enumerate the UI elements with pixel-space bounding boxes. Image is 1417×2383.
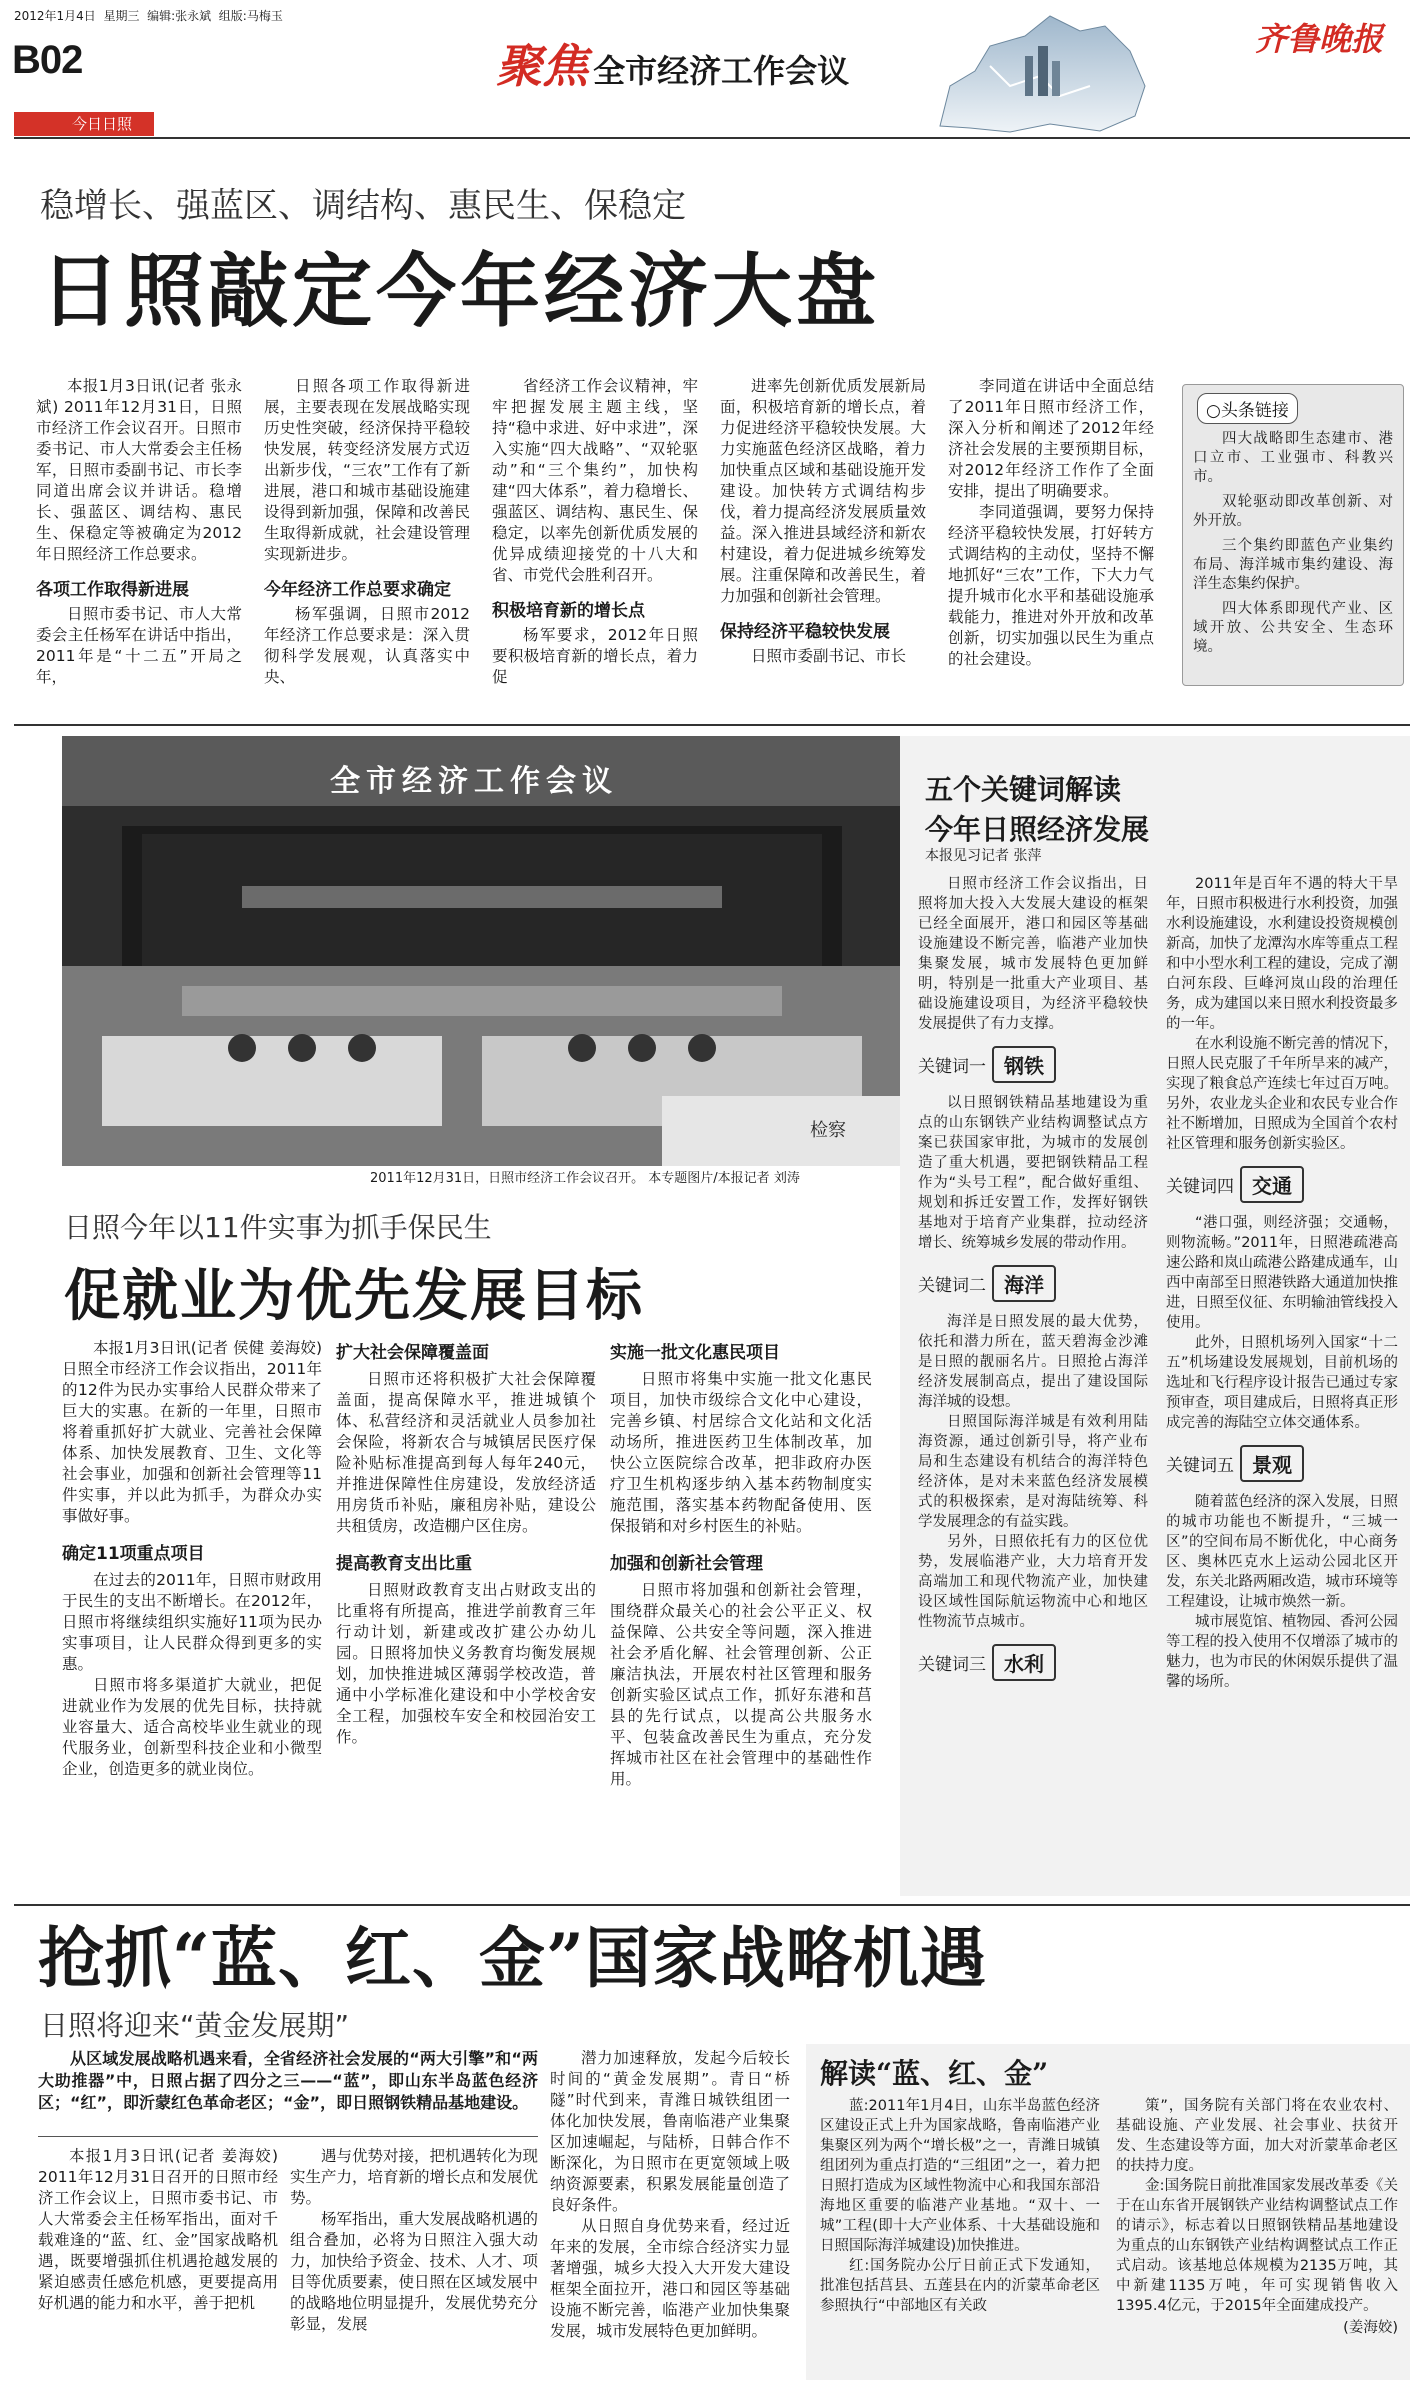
keyword-3-text: 2011年是百年不遇的特大干旱年，日照市积极进行水利投资，加强水利设施建设，水利建设投资规模创新高，加快了龙潭沟水库等重点工程和中小型水利工程的建设，完成了潮白河东段、巨峰河岚山段的治理任务，成为建国以来日照水利投资最多的一年。 bbox=[1166, 876, 1398, 1032]
section-label: 今日日照 bbox=[14, 112, 154, 136]
keyword-1-label: 关键词一 bbox=[918, 1057, 986, 1077]
keywords-byline: 本报见习记者 张萍 bbox=[925, 848, 1042, 864]
blue-headline: 抢抓“蓝、红、金”国家战略机遇 bbox=[38, 1919, 987, 1997]
blue-col5-text: 策”，国务院有关部门将在农业农村、基础设施、产业发展、社会事业、扶贫开发、生态建设等方面，加大对沂蒙革命老区的扶持力度。 bbox=[1116, 2098, 1398, 2174]
lead-col-4 bbox=[720, 376, 926, 714]
photo-caption: 2011年12月31日，日照市经济工作会议召开。 本专题图片/本报记者 刘涛 bbox=[370, 1171, 800, 1186]
jobs-col1c-text: 日照市将多渠道扩大就业，把促进就业作为发展的优先目标，扶持就业容量大、适合高校毕业生就业的现代服务业，创新型科技企业和小微型企业，创造更多的就业岗位。 bbox=[62, 1676, 322, 1778]
lead-col1-sub: 各项工作取得新进展 bbox=[36, 580, 189, 600]
blue-col-4 bbox=[820, 2096, 1100, 2378]
keyword-4-label: 关键词四 bbox=[1166, 1177, 1234, 1197]
keyword-2-term: 海洋 bbox=[992, 1265, 1056, 1302]
lead-headline: 日照敲定今年经济大盘 bbox=[40, 244, 880, 338]
keyword-3-label: 关键词三 bbox=[918, 1655, 986, 1675]
map-graphic bbox=[930, 6, 1160, 136]
keyword-1 bbox=[918, 1046, 1148, 1083]
circle-icon: ○ bbox=[1206, 401, 1221, 421]
keyword-5-term: 景观 bbox=[1240, 1445, 1304, 1482]
jobs-col1-text: 本报1月3日讯(记者 侯健 姜海姣)日照全市经济工作会议指出，2011年的12件为民办实事给人民群众带来了巨大的实惠。在新的一年里，日照市将着重抓好扩大就业、完善社会保障体系、加快发展教育、卫生、文化等社会事业，加强和创新社会管理等11件实事，并以此为抓手，为群众办实事做好事。 bbox=[62, 1339, 322, 1525]
keyword-1-term: 钢铁 bbox=[992, 1046, 1056, 1083]
header-weekday: 星期三 bbox=[103, 9, 140, 23]
lead-col3b-text: 杨军要求，2012年日照要积极培育新的增长点，着力促 bbox=[492, 626, 698, 686]
keyword-3-text-2: 在水利设施不断完善的情况下，日照人民克服了千年所旱来的减产，实现了粮食总产连续七年过百万吨。另外，农业龙头企业和农民专业合作社不断增加，日照成为全国首个农村社区管理和服务创新实验区。 bbox=[1166, 1036, 1398, 1152]
photo-banner: 全市经济工作会议 bbox=[330, 764, 618, 799]
divider bbox=[14, 1904, 1410, 1906]
keywords-col-1 bbox=[918, 874, 1148, 1884]
blue-col2b-text: 杨军指出，重大发展战略机遇的组合叠加，必将为日照注入强大动力，加快给予资金、技术、人才、项目等优质要素，使日照在区域发展中的战略地位明显提升，发展优势充分彰显，发展 bbox=[290, 2210, 538, 2333]
jobs-col-3 bbox=[610, 1338, 872, 1896]
lead-kicker: 稳增长、强蓝区、调结构、惠民生、保稳定 bbox=[40, 186, 686, 226]
page-number: B02 bbox=[12, 38, 83, 82]
blue-col5b-text: 金:国务院日前批准国家发展改革委《关于在山东省开展钢铁产业结构调整试点工作的请示》，标志着以日照钢铁精品基地建设为重点的山东钢铁产业结构调整试点工作正式启动。该基地总体规模为2135万吨，其中新建1135万吨，年可实现销售收入1395.4亿元，于2015年全面建成投产。 bbox=[1116, 2178, 1398, 2314]
blue-col-3 bbox=[550, 2048, 790, 2378]
lead-col1-text: 本报1月3日讯(记者 张永斌) 2011年12月31日，日照市经济工作会议召开。日照市委书记、市人大常委会主任杨军，日照市委副书记、市长李同道出席会议并讲话。稳增长、强蓝区、调结构、惠民生、保稳定等被确定为2012年日照经济工作总要求。 bbox=[36, 377, 242, 563]
keyword-4-text-2: 此外，日照机场列入国家“十二五”机场建设发展规划，目前机场的选址和飞行程序设计报告已通过专家预审查，项目建成后，日照将真正形成完善的海陆空立体交通体系。 bbox=[1166, 1335, 1398, 1431]
jobs-col3-text: 日照市将集中实施一批文化惠民项目，加快市级综合文化中心建设，完善乡镇、村居综合文化站和文化活动场所，推进医药卫生体制改革，加快公立医院综合改革，把非政府办医疗卫生机构逐步纳入基本药物制度实施范围，落实基本药物配备使用、医保报销和对乡村医生的补贴。 bbox=[610, 1370, 872, 1535]
lead-col-1 bbox=[36, 376, 242, 714]
header-designer: 组版:马梅玉 bbox=[218, 9, 283, 23]
lead-col5b-text: 李同道强调，要努力保持经济平稳较快发展，打好转方式调结构的主动仗，坚持不懈地抓好“三农”工作，下大力气提升城市化水平和基础设施承载能力，推进对外开放和改革创新，切实加强以民生为重点的社会建设。 bbox=[948, 503, 1154, 668]
blue-col1-text: 本报1月3日讯(记者 姜海姣) 2011年12月31日召开的日照市经济工作会议上，日照市委书记、市人大常委会主任杨军指出，面对千载难逢的“蓝、红、金”国家战略机遇，既要增强抓住机遇抢越发展的紧迫感责任感危机感，更要提高用好机遇的能力和水平，善于把机 bbox=[38, 2147, 278, 2312]
lead-col-3 bbox=[492, 376, 698, 714]
keyword-2-text: 海洋是日照发展的最大优势，依托和潜力所在，蓝天碧海金沙滩是日照的靓丽名片。日照抢占海洋经济发展制高点，提出了建设国际海洋城的设想。 bbox=[918, 1314, 1148, 1410]
keywords-headline-1: 五个关键词解读 bbox=[925, 773, 1122, 806]
jobs-col2-sub: 扩大社会保障覆盖面 bbox=[336, 1343, 489, 1363]
keyword-1-text: 以日照钢铁精品基地建设为重点的山东钢铁产业结构调整试点方案已获国家审批，为城市的发展创造了重大机遇，要把钢铁精品工程作为“头号工程”，配合做好重组、规划和拆迁安置工作，发挥好钢铁基地对于培育产业集群，拉动经济增长、统筹城乡发展的带动作用。 bbox=[918, 1095, 1148, 1251]
banner-title bbox=[496, 30, 849, 96]
keywords-col-2 bbox=[1166, 874, 1398, 1884]
header-dateline bbox=[14, 8, 283, 25]
interpretation-headline: 解读“蓝、红、金” bbox=[820, 2057, 1049, 2090]
blue-col-1 bbox=[38, 2146, 278, 2378]
lead-col4b-text: 日照市委副书记、市长 bbox=[751, 647, 907, 665]
lead-col1b-text: 日照市委书记、市人大常委会主任杨军在讲话中指出，2011年是“十二五”开局之年， bbox=[36, 605, 242, 686]
keyword-4 bbox=[1166, 1166, 1398, 1203]
jobs-col3-sub2: 加强和创新社会管理 bbox=[610, 1554, 763, 1574]
jobs-col2-text: 日照市还将积极扩大社会保障覆盖面，提高保障水平，推进城镇个体、私营经济和灵活就业人员参加社会保险，将新农合与城镇居民医疗保险补贴标准提高到每人每年240元，并推进保障性住房建设，发放经济适用房货币补贴，廉租房补贴，建设公共租赁房，改造棚户区住房。 bbox=[336, 1370, 596, 1535]
jobs-col1b-text: 在过去的2011年，日照市财政用于民生的支出不断增长。在2012年，日照市将继续组织实施好11项为民办实事项目，让人民群众得到更多的实惠。 bbox=[62, 1571, 322, 1673]
jobs-col3-sub: 实施一批文化惠民项目 bbox=[610, 1343, 780, 1363]
photo-name-card: 检察 bbox=[810, 1120, 846, 1141]
blue-col4b-text: 红:国务院办公厅日前正式下发通知，批准包括莒县、五莲县在内的沂蒙革命老区参照执行“中部地区有关政 bbox=[820, 2258, 1100, 2314]
lead-col-2 bbox=[264, 376, 470, 714]
keywords-headline-2: 今年日照经济发展 bbox=[925, 813, 1150, 846]
lead-col2-text: 日照各项工作取得新进展，主要表现在发展战略实现历史性突破，经济保持平稳较快发展，转变经济发展方式迈出新步伐，“三农”工作有了新进展，港口和城市基础设施建设得到新加强，保障和改善民生取得新成就，社会建设管理实现新进步。 bbox=[264, 377, 470, 563]
keyword-2-text-3: 另外，日照依托有力的区位优势，发展临港产业，大力培育开发高端加工和现代物流产业，加快建设区域性国际航运物流中心和地区性物流节点城市。 bbox=[918, 1534, 1148, 1630]
header-editor: 编辑:张永斌 bbox=[147, 9, 212, 23]
keyword-3-term: 水利 bbox=[992, 1644, 1056, 1681]
divider bbox=[14, 724, 1410, 726]
keyword-2 bbox=[918, 1265, 1148, 1302]
keyword-2-label: 关键词二 bbox=[918, 1276, 986, 1296]
keyword-5-label: 关键词五 bbox=[1166, 1456, 1234, 1476]
sidebar-title bbox=[1197, 393, 1298, 424]
blue-col-2 bbox=[290, 2146, 538, 2378]
lead-col4-sub: 保持经济平稳较快发展 bbox=[720, 622, 890, 642]
jobs-col2b-text: 日照财政教育支出占财政支出的比重将有所提高，推进学前教育三年行动计划，新建或改扩建公办幼儿园。日照将加快义务教育均衡发展规划，加快推进城区薄弱学校改造，普通中小学标准化建设和中小学校舍安全工程，加强校车安全和校园治安工作。 bbox=[336, 1581, 596, 1746]
lead-col2b-text: 杨军强调，日照市2012年经济工作总要求是：深入贯彻科学发展观，认真落实中央、 bbox=[264, 605, 470, 686]
sidebar-item: 四大体系即现代产业、区域开放、公共安全、生态环境。 bbox=[1193, 601, 1393, 655]
keyword-2-text-2: 日照国际海洋城是有效利用陆海资源，通过创新引导，将产业布局和生态建设有机结合的海洋特色经济体，是对未来蓝色经济发展模式的积极探索，是对海陆统筹、科学发展理念的有益实践。 bbox=[918, 1414, 1148, 1530]
blue-col-5 bbox=[1116, 2096, 1398, 2378]
keyword-5-text: 随着蓝色经济的深入发展，日照的城市功能也不断提升，“三城一区”的空间布局不断优化，中心商务区、奥林匹克水上运动公园北区开发，东关北路两厢改造，城市环境等工程建设，让城市焕然一新。 bbox=[1166, 1494, 1398, 1610]
header-date: 2012年1月4日 bbox=[14, 9, 96, 23]
sidebar-item: 双轮驱动即改革创新、对外开放。 bbox=[1193, 494, 1393, 529]
banner-sub: 全市经济工作会议 bbox=[593, 52, 850, 90]
jobs-col1-sub: 确定11项重点项目 bbox=[62, 1544, 205, 1564]
blue-col3b-text: 从日照自身优势来看，经过近年来的发展，全市综合经济实力显著增强，城乡大投入大开发大建设框架全面拉开，港口和园区等基础设施不断完善，临港产业加快集聚发展，城市发展特色更加鲜明。 bbox=[550, 2217, 790, 2340]
blue-col3-text: 潜力加速释放，发起今后较长时间的“黄金发展期”。青日“桥隧”时代到来，青潍日城铁组团一体化加快发展，鲁南临港产业集聚区加速崛起，与陆桥，日韩合作不断深化，为日照市在更宽领域上吸纳资源要素，积累发展能量创造了良好条件。 bbox=[550, 2049, 790, 2214]
jobs-col3b-text: 日照市将加强和创新社会管理，围绕群众最关心的社会公平正义、权益保障、公共安全等问题，深入推进社会矛盾化解、社会管理创新、公正廉洁执法，开展农村社区管理和服务创新实验区试点工作，抓好东港和莒县的先行试点，以提高公共服务水平、包装盒改善民生为重点，充分发挥城市社区在社会管理中的基础性作用。 bbox=[610, 1581, 872, 1788]
lead-col-5 bbox=[948, 376, 1154, 714]
header-rule bbox=[14, 137, 1410, 139]
keywords-intro: 日照市经济工作会议指出，日照将加大投入大发展大建设的框架已经全面展开，港口和园区等基础设施建设不断完善，临港产业加快集聚发展，城市发展特色更加鲜明，特别是一批重大产业项目、基础设施建设项目，为经济平稳较快发展提供了有力支撑。 bbox=[918, 876, 1148, 1032]
keyword-4-term: 交通 bbox=[1240, 1166, 1304, 1203]
keyword-3 bbox=[918, 1644, 1148, 1681]
blue-kicker: 日照将迎来“黄金发展期” bbox=[40, 2009, 350, 2042]
jobs-col-1 bbox=[62, 1338, 322, 1896]
lead-col2-sub: 今年经济工作总要求确定 bbox=[264, 580, 451, 600]
divider bbox=[38, 2136, 538, 2137]
paper-name: 齐鲁晚报 bbox=[1255, 20, 1384, 58]
blue-signature: (姜海姣) bbox=[1343, 2320, 1398, 2336]
lead-col4-text: 进率先创新优质发展新局面，积极培育新的增长点，着力促进经济平稳较快发展。大力实施蓝色经济区战略，着力加快重点区域和基础设施开发建设。加快转方式调结构步伐，着力提高经济发展质量效益。深入推进县域经济和新农村建设，着力促进城乡统筹发展。注重保障和改善民生，着力加强和创新社会管理。 bbox=[720, 377, 926, 605]
lead-col3-sub: 积极培育新的增长点 bbox=[492, 601, 645, 621]
keyword-5-text-2: 城市展览馆、植物园、香河公园等工程的投入使用不仅增添了城市的魅力，也为市民的休闲娱乐提供了温馨的场所。 bbox=[1166, 1614, 1398, 1690]
sidebar-item: 四大战略即生态建市、港口立市、工业强市、科教兴市。 bbox=[1193, 431, 1393, 485]
sidebar-box bbox=[1182, 384, 1404, 686]
blue-col2-text: 遇与优势对接，把机遇转化为现实生产力，培育新的增长点和发展优势。 bbox=[290, 2147, 538, 2207]
jobs-col-2 bbox=[336, 1338, 596, 1896]
blue-col4-text: 蓝:2011年1月4日，山东半岛蓝色经济区建设正式上升为国家战略，鲁南临港产业集聚区列为两个“增长极”之一，青潍日城镇组团列为重点打造的“三组团”之一，着力把日照打造成为区域性物流中心和我国东部沿海地区重要的临港产业基地。“双十、一城”工程(即十大产业体系、十大基础设施和日照国际海洋城建设)加快推进。 bbox=[820, 2098, 1100, 2254]
jobs-kicker: 日照今年以11件实事为抓手保民生 bbox=[64, 1211, 492, 1244]
sidebar-item: 三个集约即蓝色产业集约布局、海洋城市集约建设、海洋生态集约保护。 bbox=[1193, 538, 1393, 592]
meeting-photo-scene bbox=[62, 736, 900, 1166]
lead-col5-text: 李同道在讲话中全面总结了2011年日照市经济工作，深入分析和阐述了2012年经济社会发展的主要预期目标，对2012年经济工作作了全面安排，提出了明确要求。 bbox=[948, 377, 1154, 500]
jobs-headline: 促就业为优先发展目标 bbox=[64, 1263, 644, 1329]
meeting-photo bbox=[62, 736, 900, 1166]
jobs-col2-sub2: 提高教育支出比重 bbox=[336, 1554, 472, 1574]
keyword-5 bbox=[1166, 1445, 1398, 1482]
lead-col3-text: 省经济工作会议精神，牢牢把握发展主题主线，坚持“稳中求进、好中求进”，深入实施“四大战略”、“双轮驱动”和“三个集约”，加快构建“四大体系”，着力稳增长、强蓝区、调结构、惠民生、保稳定，以率先创新优质发展的优异成绩迎接党的十八大和省、市党代会胜利召开。 bbox=[492, 377, 698, 584]
banner-big: 聚焦 bbox=[496, 39, 588, 93]
sidebar-title-text: 头条链接 bbox=[1220, 401, 1289, 421]
keyword-4-text: “港口强，则经济强；交通畅，则物流畅。”2011年，日照港疏港高速公路和岚山疏港公路建成通车，山西中南部至日照港铁路大通道加快推进，日照至仪征、东明输油管线投入使用。 bbox=[1166, 1215, 1398, 1331]
blue-lead: 从区域发展战略机遇来看，全省经济社会发展的“两大引擎”和“两大助推器”中，日照占据了四分之三——“蓝”，即山东半岛蓝色经济区；“红”，即沂蒙红色革命老区；“金”，即日照钢铁精品基地建设。 bbox=[38, 2049, 538, 2112]
